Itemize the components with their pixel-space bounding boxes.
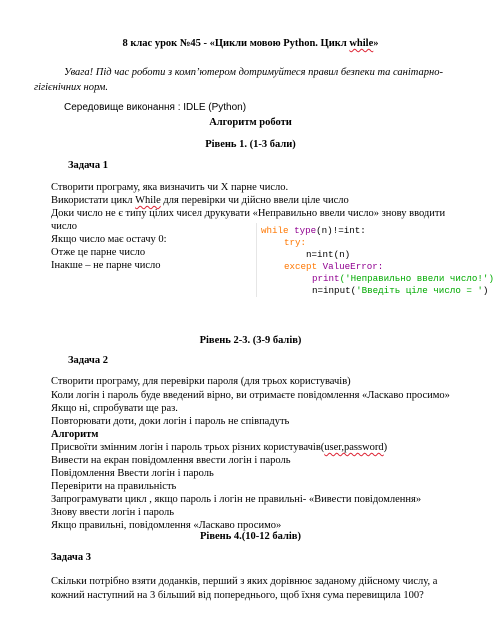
- task2-line8: Перевірити на правильність: [51, 481, 177, 492]
- code-kw-except: except: [284, 261, 318, 272]
- task1-line1: Створити програму, яка визначить чи Х парне число.: [51, 182, 289, 193]
- level3-heading: Рівень 4.(10-12 балів): [200, 531, 301, 542]
- safety-warning-line1: Увага! Під час роботи з комп’ютером дотримуйтеся правил безпеки та санітарно-: [64, 67, 443, 78]
- lesson-title: [0, 38, 501, 49]
- task1-line6: Отже це парне число: [51, 247, 146, 258]
- task3-line2: кожний наступний на 3 більший від попереднього, щоб їхня сума перевищила 100?: [51, 590, 424, 601]
- task2-algorithm-label: Алгоритм: [51, 429, 99, 440]
- safety-warning-line2: гігієнічних норм.: [34, 82, 108, 93]
- task2-line2: Коли логін і пароль буде введений вірно, ви отримаєте повідомлення «Ласкаво просимо»: [51, 390, 450, 401]
- code-l1-rest: (n)!=int:: [316, 225, 366, 236]
- task2-line10: Знову ввести логін і пароль: [51, 507, 175, 518]
- code-line-5: [312, 273, 494, 284]
- code-line-1: [261, 225, 366, 236]
- task2-title: Задача 2: [68, 355, 108, 366]
- code-line-6: n=input('Введіть ціле число = '): [312, 285, 489, 296]
- task2-line5: Присвоїти змінним логін і пароль трьох різних користувачів(user,password): [51, 442, 388, 453]
- code-builtin-print: print: [312, 273, 340, 284]
- level1-heading: Рівень 1. (1-3 бали): [205, 139, 296, 150]
- task2-line6: Вивести на екран повідомлення ввести логін і пароль: [51, 455, 291, 466]
- algorithm-heading: Алгоритм роботи: [209, 117, 292, 128]
- lesson-title-prefix: 8 клас урок №45 - «Цикли мовою Python. Цикл: [122, 38, 350, 49]
- lesson-title-while: while: [349, 38, 374, 49]
- level2-heading: Рівень 2-3. (3-9 балів): [199, 335, 302, 346]
- task1-line4: число: [51, 221, 78, 232]
- code-l6-string: 'Введіть ціле число = ': [356, 285, 483, 296]
- code-line-3: n=int(n): [306, 249, 351, 260]
- code-line-2: try:: [284, 237, 307, 248]
- code-line-4: [284, 261, 383, 272]
- task1-line3: Доки число не є типу цілих чисел друкувати «Неправильно ввели число» знову вводити: [51, 208, 446, 219]
- task1-line2-a: Використати цикл: [51, 195, 136, 206]
- task1-line2-b: для перевірки чи дійсно ввели ціле число: [160, 195, 349, 206]
- task3-line1: Скільки потрібно взяти доданків, перший з яких дорівнює заданому дійсному числу, а: [51, 576, 438, 587]
- environment-text: Середовище виконання : IDLE (Python): [64, 102, 247, 113]
- code-builtin-type: type: [294, 225, 317, 236]
- code-builtin-valueerror: ValueError:: [322, 261, 384, 272]
- task1-title: Задача 1: [68, 160, 108, 171]
- task1-line5: Якщо число має остачу 0:: [51, 234, 167, 245]
- task2-line9: Запрограмувати цикл , якщо пароль і логін не правильні- «Вивести повідомлення»: [51, 494, 422, 505]
- task2-line1: Створити програму, для перевірки пароля (для трьох користувачів): [51, 376, 351, 387]
- task3-title: Задача 3: [51, 552, 91, 563]
- task1-line7: Інакше – не парне число: [51, 260, 161, 271]
- task1-line2: [51, 195, 349, 206]
- lesson-title-suffix: »: [373, 38, 379, 49]
- task2-line11: Якщо правильні, повідомлення «Ласкаво просимо»: [51, 520, 282, 531]
- code-l5-string: ('Неправильно ввели число!'): [339, 273, 494, 284]
- task2-line3: Якщо ні, спробувати ще раз.: [51, 403, 178, 414]
- task2-user-password: user,password: [324, 442, 384, 453]
- code-snippet: [256, 223, 497, 297]
- task1-line2-while: While: [135, 195, 161, 206]
- task2-line7: Повідомлення Ввести логін і пароль: [51, 468, 214, 479]
- task2-line4: Повторювати доти, доки логін і пароль не співпадуть: [51, 416, 290, 427]
- code-kw-while: while: [261, 225, 289, 236]
